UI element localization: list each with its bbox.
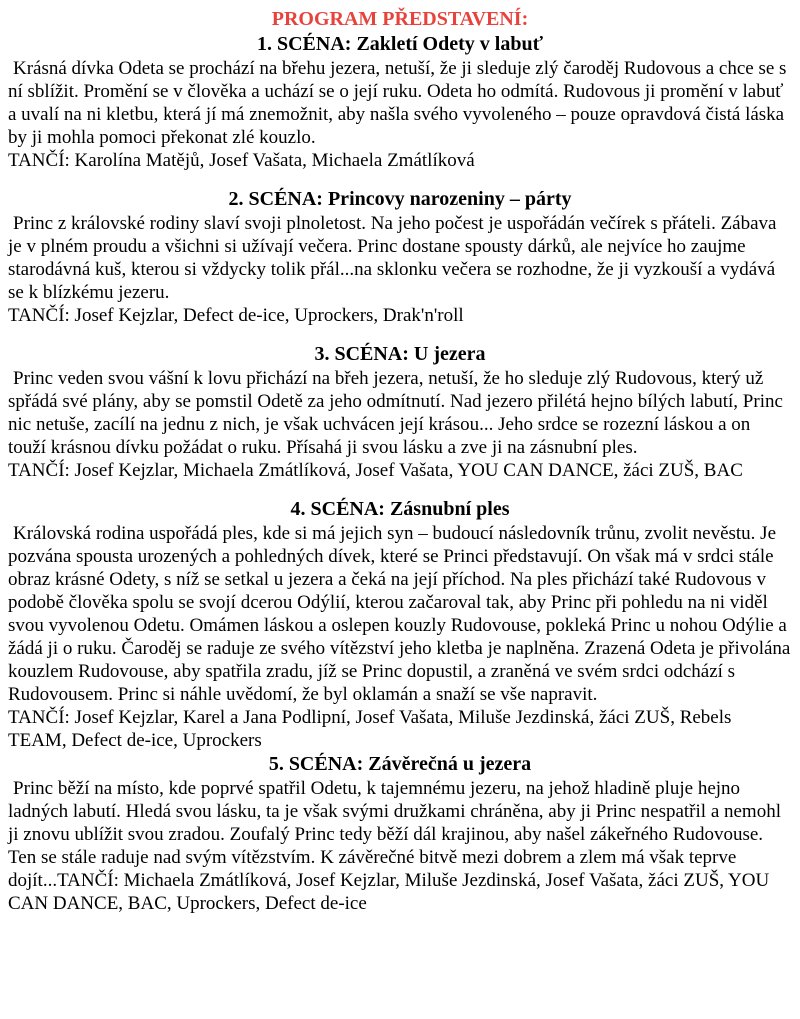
scene-2-dancers: TANČÍ: Josef Kejzlar, Defect de-ice, Uprockers, Drak'n'roll [8,305,464,326]
scene-section-5 [8,752,792,915]
scene-4-body: Královská rodina uspořádá ples, kde si má jejich syn – budoucí následovník trůnu, zvolit nevěstu. Je pozvána spousta urozených a pohledných dívek, které se Princi představují. On však má v srdci stále obraz krásné Odety, s níž se setkal u jezera a čeká na její příchod. Na ples přichází také Rudovous v podobě člověka spolu se svojí dcerou Odýlií, kterou začaroval tak, aby Princ při pohledu na ni viděl svou vyvolenou Odetu. Omámen láskou a oslepen kouzly Rudovouse, pokleká Princ u nohou Odýlie a žádá ji o ruku. Čaroděj se raduje ze svého vítězství jeho kletba je naplněna. Zrazená Odeta je přivolána kouzlem Rudovouse, aby spatřila zradu, jíž se Princ dopustil, a zraněná ve svém srdci odchází s Rudovousem. Princ si náhle uvědomí, že byl oklamán a snaží se vše napravit. [8,523,791,705]
scene-2-body: Princ z královské rodiny slaví svoji plnoletost. Na jeho počest je uspořádán večírek s přáteli. Zábava je v plném proudu a všichni si užívají večera. Princ dostane spousty dárků, ale nejvíce ho zaujme starodávná kuš, kterou si vždycky tolik přál...na sklonku večera se rozhodne, že ji vyzkouší a vydává se k blízkému jezeru. [8,213,777,303]
scene-4-heading: 4. SCÉNA: Zásnubní ples [290,498,510,520]
scene-5-heading: 5. SCÉNA: Závěrečná u jezera [268,753,532,775]
scene-5-body: Princ běží na místo, kde poprvé spatřil Odetu, k tajemnému jezeru, na jehož hladině pluje hejno ladných labutí. Hledá svou lásku, ta je však svými družkami chráněna, aby ji Princ nespatřil a nemohl ji znovu ublížit svou zradou. Zoufalý Princ tedy běží dál krajinou, aby našel zákeřného Rudovouse. Ten se stále raduje nad svým vítězstvím. K závěrečné bitvě mezi dobrem a zlem má však teprve dojít...TANČÍ: Michaela Zmátlíková, Josef Kejzlar, Miluše Jezdinská, Josef Vašata, žáci ZUŠ, YOU CAN DANCE, BAC, Uprockers, Defect de-ice [8,778,781,914]
scene-1-dancers: TANČÍ: Karolína Matějů, Josef Vašata, Michaela Zmátlíková [8,150,475,171]
scene-section-1 [8,32,792,172]
page-title: PROGRAM PŘEDSTAVENÍ: [271,8,529,30]
scene-1-heading: 1. SCÉNA: Zakletí Odety v labuť [256,33,543,55]
scene-1-body: Krásná dívka Odeta se prochází na břehu jezera, netuší, že ji sleduje zlý čaroděj Rudovous a chce se s ní sblížit. Promění se v člověka a uchází se o její ruku. Odeta ho odmítá. Rudovous ji promění v labuť a uvalí na ni kletbu, která jí má znemožnit, aby našla svého vyvoleného – pouze opravdová čistá láska by ji mohla pomoci překonat zlé kouzlo. [8,58,787,148]
scene-4-dancers: TANČÍ: Josef Kejzlar, Karel a Jana Podlipní, Josef Vašata, Miluše Jezdinská, žáci ZUŠ, Rebels TEAM, Defect de-ice, Uprockers [8,707,732,751]
scene-section-2 [8,187,792,327]
scene-section-4 [8,497,792,752]
scene-3-heading: 3. SCÉNA: U jezera [314,343,486,365]
scene-section-3 [8,342,792,482]
scene-3-body: Princ veden svou vášní k lovu přichází na břeh jezera, netuší, že ho sleduje zlý Rudovous, který už spřádá své plány, aby se pomstil Odetě za jeho odmítnutí. Nad jezero přilétá hejno bílých labutí, Princ nic netuše, zacílí na jednu z nich, je však uchvácen její krásou... Jeho srdce se rozezní láskou a on touží krásnou dívku požádat o ruku. Přísahá ji svou lásku a zve ji na zásnubní ples. [8,368,783,458]
scene-2-heading: 2. SCÉNA: Princovy narozeniny – párty [228,188,572,210]
scene-3-dancers: TANČÍ: Josef Kejzlar, Michaela Zmátlíková, Josef Vašata, YOU CAN DANCE, žáci ZUŠ, BAC [8,460,743,481]
